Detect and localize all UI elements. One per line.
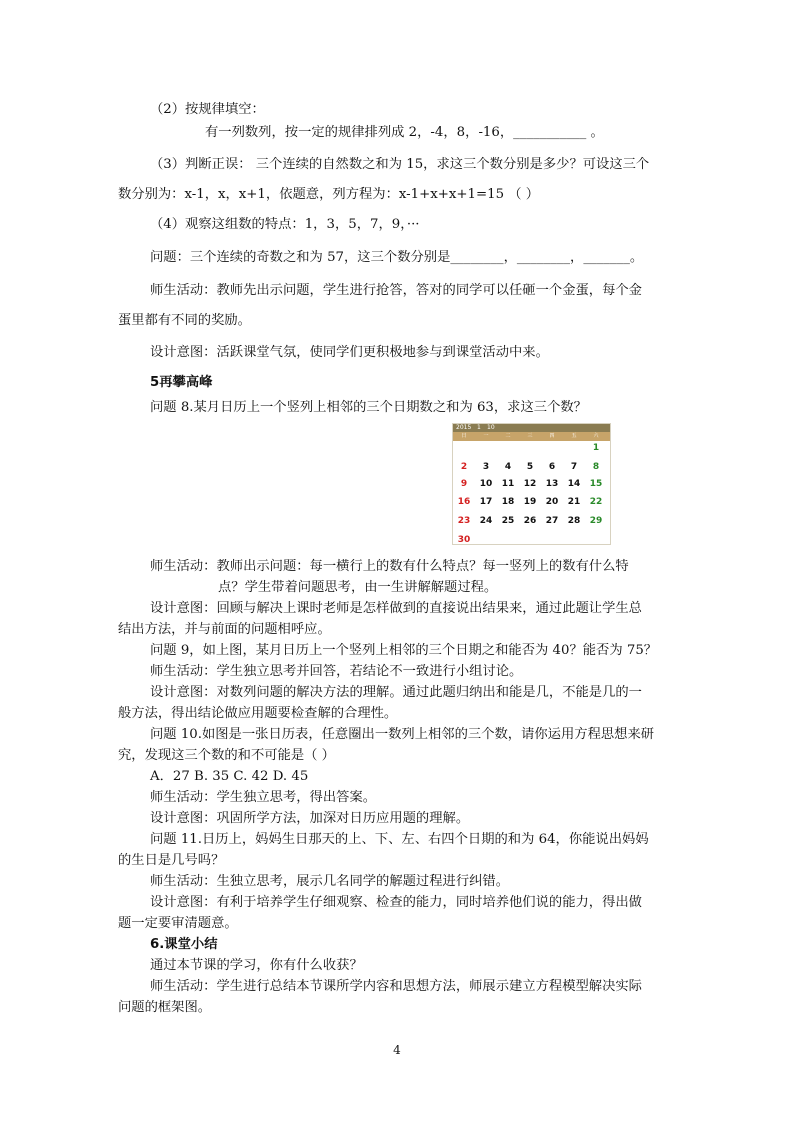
calendar-header-bar [453,424,610,432]
weekday-label: 日 [461,433,467,439]
calendar-day: 18 [501,497,515,507]
calendar-day: 19 [523,497,537,507]
text-line: 问题：三个连续的奇数之和为 57，这三个数分别是________，________，_______。 [150,250,644,265]
calendar-day: 15 [589,479,603,489]
text-line: 师生活动：生独立思考，展示几名同学的解题过程进行纠错。 [150,874,510,889]
weekday-label: 六 [593,433,599,439]
text-line: 设计意图：对数列问题的解决方法的理解。通过此题归纳出和能是几，不能是几的一 [150,685,642,700]
calendar-day: 22 [589,497,603,507]
calendar-day: 29 [589,516,603,526]
calendar-month: 1 [477,424,481,431]
weekday-label: 五 [571,433,577,439]
text-line: 题一定要审清题意。 [118,916,238,931]
text-line: 设计意图：有利于培养学生仔细观察、检查的能力，同时培养他们说的能力，得出做 [150,895,642,910]
calendar-day: 11 [501,479,515,489]
text-line: 的生日是几号吗？ [118,853,225,868]
calendar-day: 25 [501,516,515,526]
text-line: 问题 8.某月日历上一个竖列上相邻的三个日期数之和为 63，求这三个数？ [150,400,587,415]
text-line: 问题的框架图。 [118,1000,212,1015]
section-heading: 5再攀高峰 [150,375,213,390]
text-line: 通过本节课的学习，你有什么收获？ [150,958,363,973]
text-line: 蛋里都有不同的奖励。 [118,313,251,328]
calendar-day: 5 [526,462,534,472]
text-line: 师生活动：学生进行总结本节课所学内容和思想方法，师展示建立方程模型解决实际 [150,979,642,994]
calendar-year: 2015 [456,424,472,431]
calendar-day: 26 [523,516,537,526]
calendar-day: 13 [545,479,559,489]
calendar-day: 12 [523,479,537,489]
weekday-label: 一 [483,433,489,439]
calendar-day-field: 10 [487,424,495,431]
calendar-day: 8 [592,462,600,472]
calendar-day: 27 [545,516,559,526]
weekday-label: 二 [505,433,511,439]
calendar-day: 4 [504,462,512,472]
calendar-day: 28 [567,516,581,526]
text-line: 问题 11.日历上，妈妈生日那天的上、下、左、右四个日期的和为 64，你能说出妈妈 [150,832,649,847]
text-line: （2）按规律填空： [150,102,265,117]
text-line: A．27 B. 35 C. 42 D. 45 [150,769,309,784]
calendar-day: 3 [482,462,490,472]
text-line: 有一列数列，按一定的规律排列成 2，-4，8，-16，___________ 。 [205,125,604,140]
page-number: 4 [393,1043,401,1057]
text-line: 设计意图：巩固所学方法，加深对日历应用题的理解。 [150,811,470,826]
text-line: 师生活动：学生独立思考并回答，若结论不一致进行小组讨论。 [150,664,523,679]
text-line: 师生活动：教师先出示问题，学生进行抢答，答对的同学可以任砸一个金蛋，每个金 [150,283,642,298]
calendar-day: 23 [457,516,471,526]
calendar-day: 7 [570,462,578,472]
calendar-day: 6 [548,462,556,472]
calendar-day: 17 [479,497,493,507]
calendar-weekday-bar [453,432,610,441]
calendar-day: 1 [592,443,600,453]
calendar-day: 20 [545,497,559,507]
text-line: 师生活动：教师出示问题：每一横行上的数有什么特点？每一竖列上的数有什么特 [150,559,629,574]
calendar-image [452,423,611,545]
calendar-day: 14 [567,479,581,489]
text-line: （4）观察这组数的特点：1，3，5，7，9，··· [150,217,420,232]
weekday-label: 三 [527,433,533,439]
text-line: 究，发现这三个数的和不可能是（ ） [118,748,335,763]
text-line: 问题 10.如图是一张日历表，任意圈出一数列上相邻的三个数，请你运用方程思想来研 [150,727,655,742]
calendar-day: 2 [460,462,468,472]
text-line: 般方法，得出结论做应用题要检查解的合理性。 [118,706,398,721]
text-line: （3）判断正误： 三个连续的自然数之和为 15，求这三个数分别是多少？可设这三个 [150,157,650,172]
text-line: 问题 9，如上图，某月日历上一个竖列上相邻的三个日期之和能否为 40？能否为 75？ [150,643,658,658]
text-line: 点？学生带着问题思考，由一生讲解解题过程。 [218,580,498,595]
calendar-day: 16 [457,497,471,507]
text-line: 结出方法，并与前面的问题相呼应。 [118,622,331,637]
section-heading: 6.课堂小结 [150,937,218,952]
text-line: 设计意图：回顾与解决上课时老师是怎样做到的直接说出结果来，通过此题让学生总 [150,601,642,616]
calendar-day: 21 [567,497,581,507]
text-line: 设计意图：活跃课堂气氛，使同学们更积极地参与到课堂活动中来。 [150,345,549,360]
weekday-label: 四 [549,433,555,439]
text-line: 师生活动：学生独立思考，得出答案。 [150,790,377,805]
text-line: 数分别为：x-1，x，x+1，依题意，列方程为：x-1+x+x+1=15 （ ） [118,187,540,202]
calendar-day: 30 [457,535,471,545]
calendar-day: 9 [460,479,468,489]
calendar-day: 10 [479,479,493,489]
calendar-day: 24 [479,516,493,526]
